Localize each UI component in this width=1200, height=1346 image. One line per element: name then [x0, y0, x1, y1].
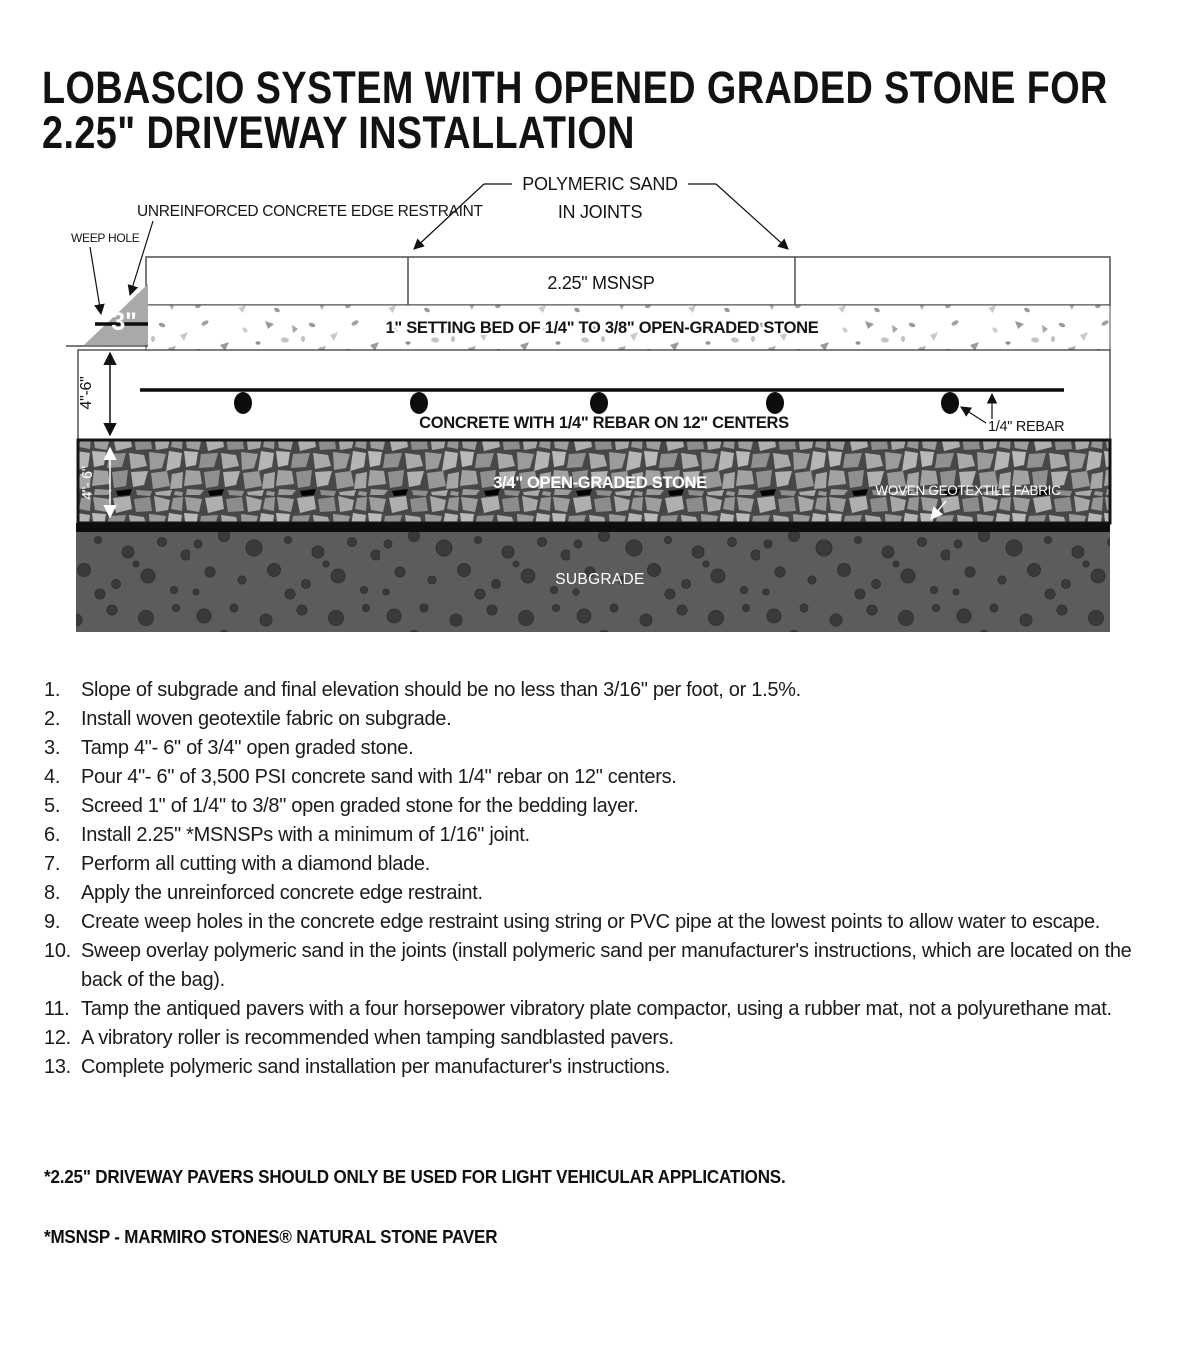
page-title-line2: 2.25" DRIVEWAY INSTALLATION — [42, 107, 635, 159]
instruction-item-10 — [44, 937, 1174, 995]
rebar-label: 1/4" REBAR — [988, 419, 1065, 435]
instructions-list — [44, 676, 1174, 1082]
instruction-item-5 — [44, 792, 1174, 821]
instruction-number: 6. — [44, 824, 61, 846]
instruction-number: 13. — [44, 1056, 71, 1078]
instruction-item-3 — [44, 734, 1174, 763]
instruction-number: 4. — [44, 766, 61, 788]
instruction-number: 8. — [44, 882, 61, 904]
instruction-item-6 — [44, 821, 1174, 850]
instruction-text: Install 2.25" *MSNSPs with a minimum of 1/16" joint. — [81, 824, 530, 846]
geotextile-fabric-band — [76, 523, 1110, 532]
paver-label: 2.25" MSNSP — [547, 273, 655, 293]
instruction-text: Perform all cutting with a diamond blade. — [81, 853, 430, 875]
instruction-text: Sweep overlay polymeric sand in the joints (install polymeric sand per manufacturer's instructions, which are located on the back of the bag). — [81, 940, 1132, 991]
polymeric-sand-label-line2: IN JOINTS — [557, 202, 643, 222]
instruction-item-12 — [44, 1024, 1174, 1053]
edge-restraint-label: UNREINFORCED CONCRETE EDGE RESTRAINT — [137, 203, 483, 220]
instruction-number: 11. — [44, 998, 70, 1020]
instruction-item-8 — [44, 879, 1174, 908]
polymeric-sand-label-line1: POLYMERIC SAND — [522, 174, 678, 194]
setting-bed-label: 1" SETTING BED OF 1/4" TO 3/8" OPEN-GRADED STONE — [385, 319, 819, 337]
instruction-text: Create weep holes in the concrete edge restraint using string or PVC pipe at the lowest points to allow water to escape. — [81, 911, 1101, 933]
stone-label: 3/4" OPEN-GRADED STONE — [493, 474, 707, 492]
instruction-item-11 — [44, 995, 1174, 1024]
instruction-number: 10. — [44, 940, 71, 962]
stone-depth-label: 4"- 6" — [80, 466, 96, 500]
instruction-text: Complete polymeric sand installation per manufacturer's instructions. — [81, 1056, 670, 1078]
instruction-number: 2. — [44, 708, 61, 730]
weep-hole-label: WEEP HOLE — [71, 231, 140, 245]
instruction-text: Apply the unreinforced concrete edge restraint. — [81, 882, 483, 904]
instruction-number: 3. — [44, 737, 61, 759]
rebar-dot — [410, 392, 428, 414]
footnote-msnsp-definition: *MSNSP - MARMIRO STONES® NATURAL STONE PAVER — [44, 1226, 498, 1247]
instruction-text: A vibratory roller is recommended when tamping sandblasted pavers. — [81, 1027, 674, 1049]
rebar-dot — [590, 392, 608, 414]
instruction-item-1 — [44, 676, 1174, 705]
rebar-dot — [766, 392, 784, 414]
instruction-number: 7. — [44, 853, 61, 875]
weep-hole-leader — [90, 247, 101, 314]
subgrade-label: SUBGRADE — [555, 571, 645, 588]
rebar-dot — [941, 392, 959, 414]
concrete-depth-label: 4"-6" — [78, 376, 95, 410]
geotextile-label: WOVEN GEOTEXTILE FABRIC — [875, 483, 1061, 498]
instruction-number: 12. — [44, 1027, 71, 1049]
instruction-text: Slope of subgrade and final elevation should be no less than 3/16" per foot, or 1.5%. — [81, 679, 801, 701]
instruction-number: 1. — [44, 679, 61, 701]
instruction-text: Screed 1" of 1/4" to 3/8" open graded stone for the bedding layer. — [81, 795, 639, 817]
rebar-dot — [234, 392, 252, 414]
instruction-item-13 — [44, 1053, 1174, 1082]
instruction-text: Install woven geotextile fabric on subgrade. — [81, 708, 452, 730]
polymeric-sand-leader-right — [716, 184, 788, 249]
instruction-item-4 — [44, 763, 1174, 792]
edge-height-label: 3" — [111, 308, 137, 336]
instruction-text: Tamp the antiqued pavers with a four horsepower vibratory plate compactor, using a rubber mat, not a polyurethane mat. — [81, 998, 1112, 1020]
page-title-line1: LOBASCIO SYSTEM WITH OPENED GRADED STONE FOR — [42, 62, 1108, 114]
cross-section-diagram — [0, 0, 1200, 645]
footnote-vehicular-applications: *2.25" DRIVEWAY PAVERS SHOULD ONLY BE USED FOR LIGHT VEHICULAR APPLICATIONS. — [44, 1166, 786, 1187]
instruction-text: Pour 4"- 6" of 3,500 PSI concrete sand with 1/4" rebar on 12" centers. — [81, 766, 677, 788]
instruction-item-2 — [44, 705, 1174, 734]
instruction-number: 9. — [44, 911, 61, 933]
concrete-label: CONCRETE WITH 1/4" REBAR ON 12" CENTERS — [419, 414, 789, 432]
instruction-number: 5. — [44, 795, 61, 817]
instruction-item-7 — [44, 850, 1174, 879]
instruction-item-9 — [44, 908, 1174, 937]
instruction-text: Tamp 4"- 6" of 3/4" open graded stone. — [81, 737, 414, 759]
